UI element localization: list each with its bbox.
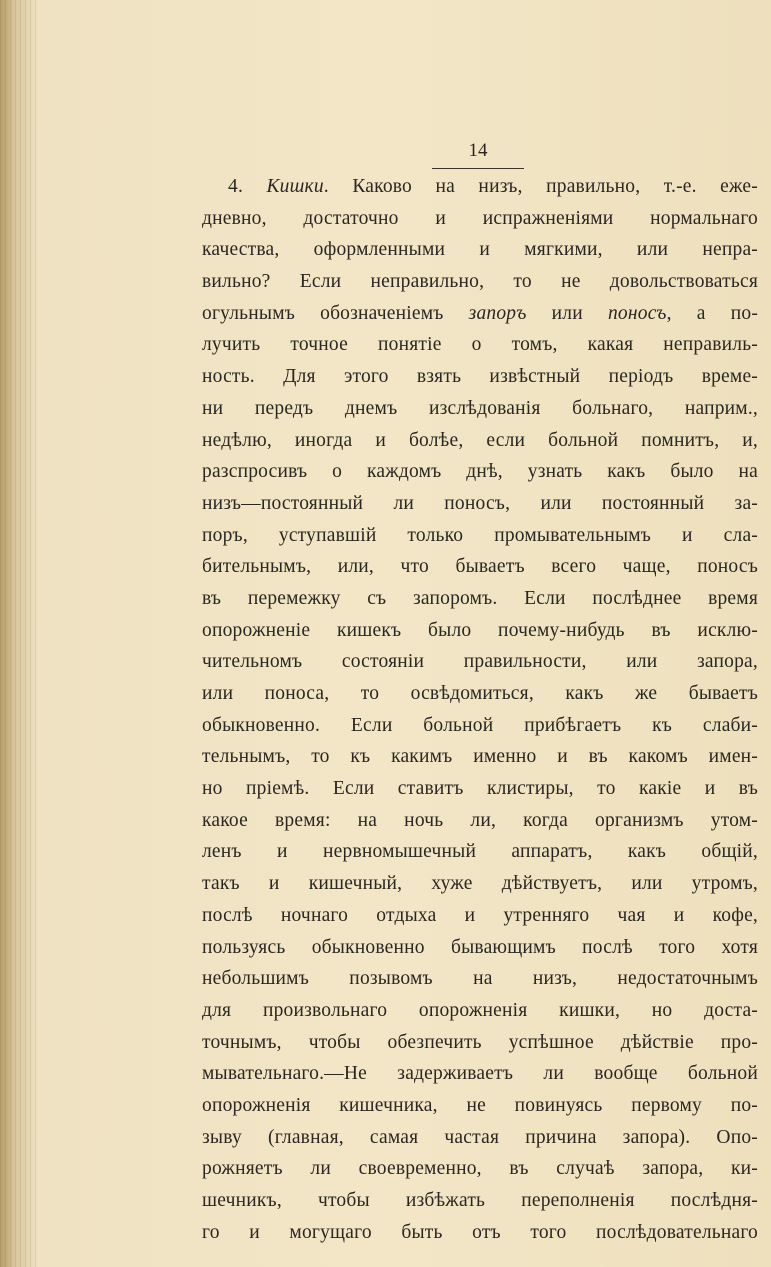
text-line: дневно, достаточно и испражненіями нормальнаго <box>202 207 758 229</box>
text-line: ность. Для этого взять извѣстный періодъ време- <box>202 366 758 388</box>
text-line: зыву (главная, самая частая причина запора). Опо- <box>202 1126 758 1148</box>
italic-term: запоръ <box>468 302 527 324</box>
text-line: 4. Кишки. Каково на низъ, правильно, т.-е. еже- <box>228 176 758 197</box>
page-edge-shading <box>0 0 38 1267</box>
italic-term: Кишки <box>266 176 324 197</box>
text-line: качества, оформленными и мягкими, или непра- <box>202 239 758 261</box>
text-line: въ перемежку съ запоромъ. Если послѣднее время <box>202 587 758 609</box>
text-line: огульнымъ обозначеніемъ запоръ или поносъ, а по- <box>202 302 759 324</box>
text-line: рожняетъ ли своевременно, въ случаѣ запора, ки- <box>202 1158 758 1180</box>
text-line: небольшимъ позывомъ на низъ, недостаточнымъ <box>202 968 758 990</box>
text-line: обыкновенно. Если больной прибѣгаетъ къ слаби- <box>202 714 758 736</box>
text-line: тельнымъ, то къ какимъ именно и въ какомъ имен- <box>202 746 758 768</box>
text-line: какое время: на ночь ли, когда организмъ утом- <box>202 809 758 831</box>
text-line: лучить точное понятіе о томъ, какая неправиль- <box>202 334 758 356</box>
body-paragraph <box>202 171 758 1248</box>
text-line: пользуясь обыкновенно бывающимъ послѣ того хотя <box>202 936 758 958</box>
text-line: недѣлю, иногда и болѣе, если больной помнитъ, и, <box>202 429 758 451</box>
text-line: опорожненія кишечника, не повинуясь первому по- <box>202 1094 758 1116</box>
text-line: для произвольнаго опорожненія кишки, но доста- <box>202 999 758 1021</box>
text-line: ни передъ днемъ изслѣдованія больнаго, наприм., <box>202 397 758 419</box>
text-line: поръ, уступавшій только промывательнымъ и сла- <box>202 524 758 546</box>
text-line: опорожненіе кишекъ было почему-нибудь въ исклю- <box>202 619 758 641</box>
text-line: шечникъ, чтобы избѣжать переполненія послѣдня- <box>202 1190 758 1211</box>
text-line: чительномъ состояніи правильности, или запора, <box>202 651 758 673</box>
text-line: разспросивъ о каждомъ днѣ, узнать какъ было на <box>202 461 758 483</box>
italic-term: поносъ <box>607 302 667 324</box>
text-line: низъ—постоянный ли поносъ, или постоянный за- <box>202 492 758 514</box>
text-line: послѣ ночнаго отдыха и утренняго чая и кофе, <box>202 904 758 926</box>
text-line: ленъ и нервномышечный аппаратъ, какъ общій, <box>202 841 758 863</box>
text-line: вильно? Если неправильно, то не довольствоваться <box>202 271 758 293</box>
text-line: или поноса, то освѣдомиться, какъ же бываетъ <box>202 683 758 704</box>
text-line: такъ и кишечный, хуже дѣйствуетъ, или утромъ, <box>202 873 758 895</box>
text-line: бительнымъ, или, что бываетъ всего чаще, поносъ <box>202 556 758 578</box>
text-line: но пріемѣ. Если ставитъ клистиры, то какіе и въ <box>202 778 758 800</box>
page-number: 14 <box>432 140 524 169</box>
text-line: точнымъ, чтобы обезпечить успѣшное дѣйствіе про- <box>202 1031 758 1053</box>
text-line: мывательнаго.—Не задерживаетъ ли вообще больной <box>202 1063 758 1085</box>
text-line: го и могущаго быть отъ того послѣдовательнаго <box>202 1221 758 1243</box>
